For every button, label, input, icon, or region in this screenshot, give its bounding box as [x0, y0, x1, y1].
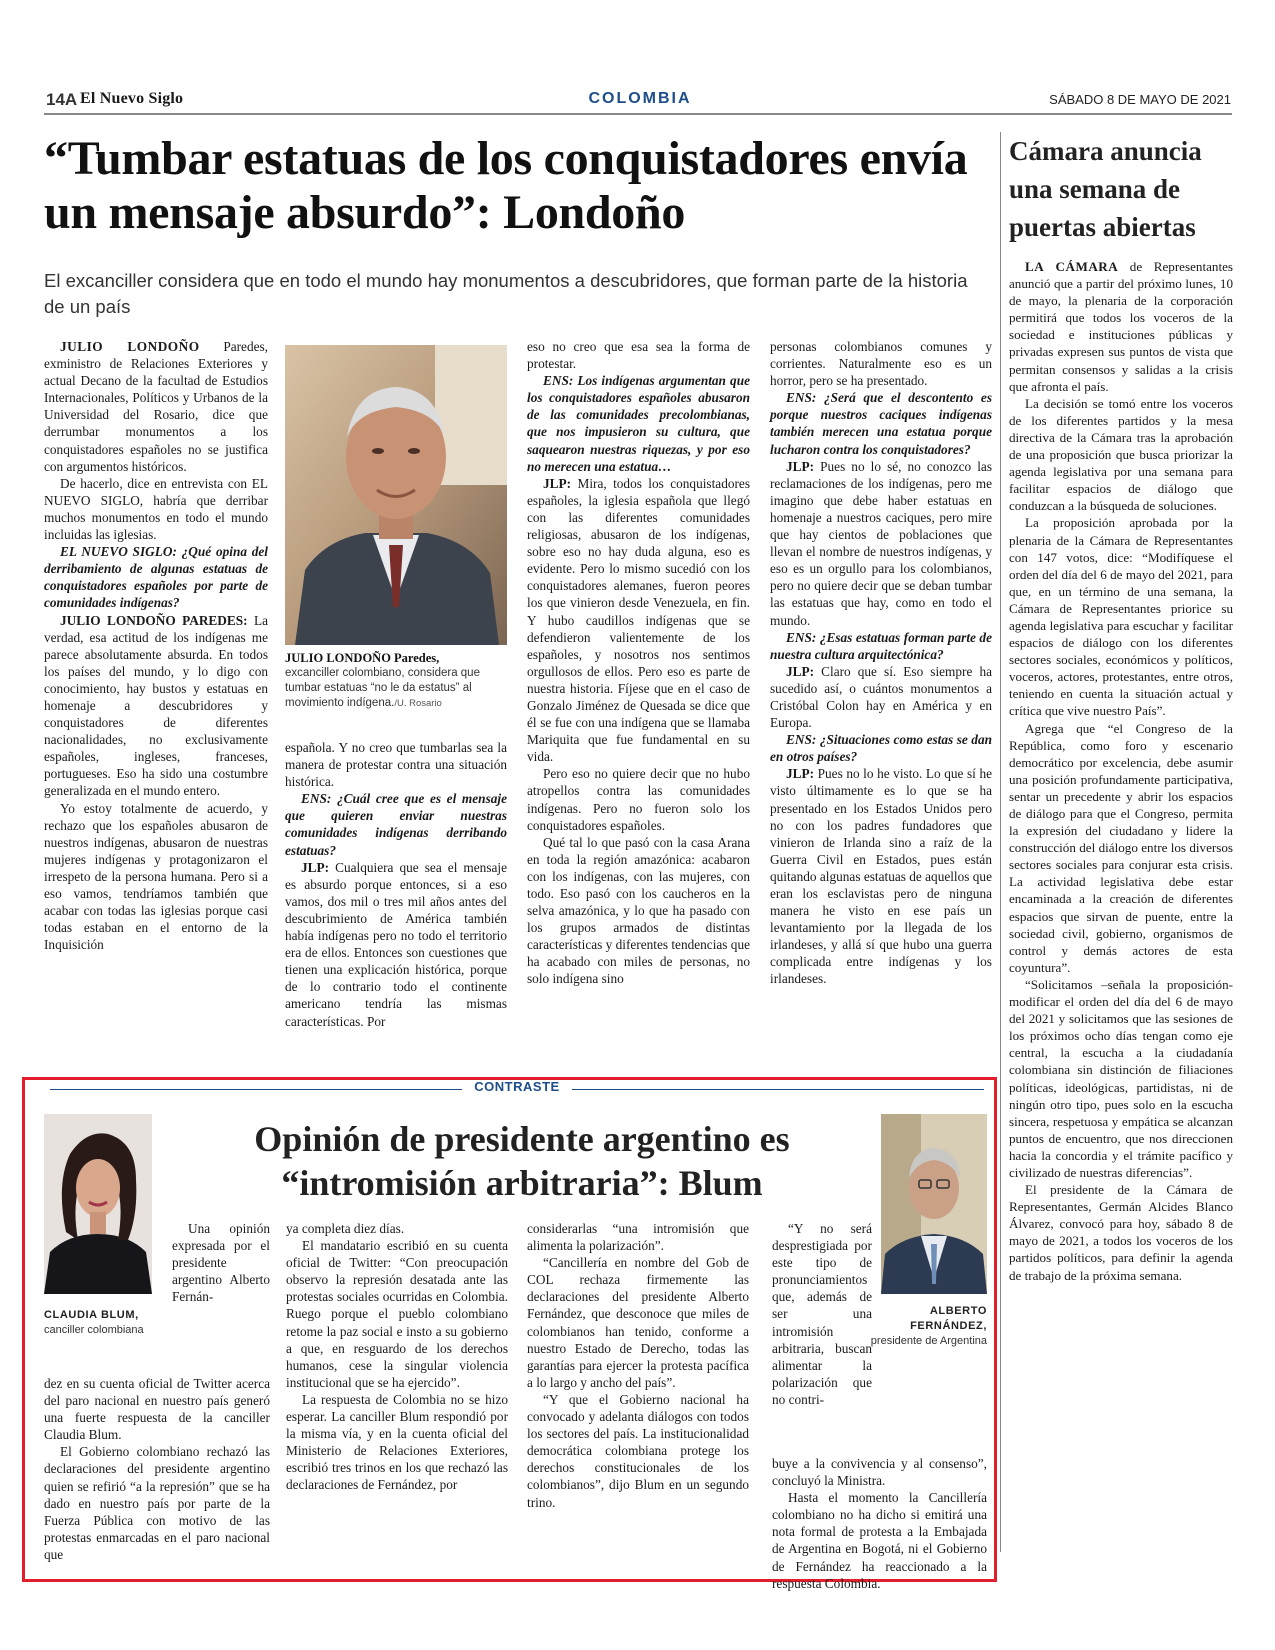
- fernandez-photo-image: [881, 1114, 987, 1294]
- body-paragraph: La proposición aprobada por la plenaria de la Cámara de Representantes con 147 votos, dice: “Modifíquese el orden del día del 6 de mayo del 2021, para que, en un término de una semana, la Cámara de Representantes priorice su agenda legislativa para escuchar y facilitar espacios de diálogo con los diferentes sectores sociales, económicos y políticos, voceros, actores, protestantes, entre otros, teniendo en cuenta la situación actual y crítica que vive nuestro País”.: [1009, 515, 1233, 719]
- answer-text: Mira, todos los conquistadores españoles, la iglesia española que llegó con las diferentes comunidades religiosas, abusaron de los indígenas, sobre eso no hay duda alguna, eso es evidente. Pero lo mismo sucedió con los conquistadores alemanes, fueron peores los que vinieron desde Venezuela, en fin. Y hubo caudillos indígenas que se defendieron valientemente de los españoles, y nosotros nos sentimos orgullosos de ellos. Pero eso es parte de nuestra historia. Fíjese que en el caso de Gonzalo Jiménez de Quesada se dice que él se fue con una indígena que se llamaba Mariquita que fue fundamental en su vida.: [527, 475, 750, 765]
- caption-name: CLAUDIA BLUM,: [44, 1309, 139, 1321]
- main-column-1: [44, 338, 268, 953]
- caption-text: canciller colombiana: [44, 1324, 144, 1336]
- body-paragraph: Agrega que “el Congreso de la República, como foro y escenario democrático por excelencia, debe asumir una posición profundamente participativa, sentar un precedente y abrir los espacios de diálogo para que el Congreso, permita la expresión del ciudadano y lidere la construcción del diálogo entre los diversos sectores sociales para conjurar esta crisis. La actividad legislativa debe estar encaminada a la creación de diferentes espacios que sirvan de puente, entre la sociedad civil, gobierno, organismos de control y demás actores de esta coyuntura”.: [1009, 720, 1233, 975]
- speaker-label: JLP:: [301, 859, 330, 875]
- contraste-rule-right: [572, 1089, 984, 1090]
- body-paragraph: El Gobierno colombiano rechazó las declaraciones del presidente argentino quien se refirió “a la represión” que se ha dado en nuestro país por parte de la Fuerza Pública con motivo de las protestas enmarcadas en el paro nacional que: [44, 1444, 270, 1562]
- caption-text: excanciller colombiano, considera que tumbar estatuas “no le da estatus” al movimiento indígena.: [285, 667, 480, 709]
- blum-caption: [44, 1308, 152, 1338]
- fernandez-photo: [881, 1114, 987, 1294]
- blum-photo-image: [44, 1114, 152, 1294]
- body-paragraph: De hacerlo, dice en entrevista con EL NUEVO SIGLO, habría que derribar muchos monumentos en todo el mundo incluidas las iglesias.: [44, 475, 268, 543]
- page-number: 14A: [46, 90, 78, 109]
- photo-caption: [285, 651, 507, 711]
- answer-text: La verdad, esa actitud de los indígenas me parece absolutamente absurda. En todos los países del mundo, y lo digo con conocimiento, hay bustos y estatuas en homenaje a descubridores y conquistadores de diferentes nacionalidades, no exclusivamente españoles, ingleses, franceses, portugueses. Eso ha sido una costumbre generalizada en el mundo entero.: [44, 612, 268, 799]
- lead-name: JULIO LONDOÑO: [60, 339, 200, 354]
- body-paragraph: Yo estoy totalmente de acuerdo, y rechazo que los españoles abusaron de nuestros indígenas, abusaron de nuestras mujeres indígenas y protagonizaron el irrespeto de la persona humana. Pero si a eso vamos, tendríamos también que acabar con todas las iglesias porque casi todas estaban en el entorno de la Inquisición: [44, 800, 268, 953]
- interview-question: ENS: ¿Esas estatuas forman parte de nuestra cultura arquitectónica?: [770, 629, 992, 662]
- londono-photo-image: [285, 345, 507, 645]
- body-paragraph: considerarlas “una intromisión que alimenta la polarización”.: [527, 1221, 749, 1254]
- interview-question: ENS: ¿Situaciones como estas se dan en otros países?: [770, 732, 992, 765]
- body-paragraph: ya completa diez días.: [286, 1221, 405, 1236]
- contraste-column-4-top: [772, 1220, 872, 1408]
- contraste-rule-left: [50, 1089, 462, 1090]
- header-rule: [44, 113, 1232, 115]
- interview-answer: [285, 859, 507, 1030]
- contraste-headline: Opinión de presidente argentino es “intromisión arbitraria”: Blum: [254, 1119, 790, 1203]
- answer-text: Pues no lo he visto. Lo que sí he visto últimamente es lo que se ha presentado en los Estados Unidos pero no con los padres fundadores que vinieron de Irlanda sino a raíz de la Guerra Civil en Estados, pues están quitando algunas estatuas de aquellos que eran los esclavistas pero de ninguna manera he visto en ese país un levantamiento por la llegada de los irlandeses, y allá sí que hubo una guerra complicada entre indígenas y los irlandeses.: [770, 766, 992, 987]
- contraste-column-3: [527, 1220, 749, 1511]
- fernandez-caption: [862, 1304, 987, 1349]
- speaker-label: JLP:: [543, 475, 572, 491]
- interview-question: EL NUEVO SIGLO: ¿Qué opina del derribamiento de algunas estatuas de conquistadores españoles por parte de comunidades indígenas?: [44, 544, 268, 611]
- body-paragraph: buye a la convivencia y al consenso”, concluyó la Ministra.: [772, 1456, 987, 1489]
- interview-question: ENS: ¿Cuál cree que es el mensaje que quieren enviar nuestras comunidades indígenas derribando estatuas?: [285, 791, 507, 858]
- interview-answer: [770, 765, 992, 987]
- caption-name: ALBERTO FERNÁNDEZ,: [910, 1305, 987, 1332]
- interview-answer: [527, 475, 750, 766]
- main-column-2: [285, 739, 507, 1030]
- photo-credit: /U. Rosario: [394, 698, 442, 709]
- sidebar-body: [1009, 258, 1233, 1284]
- blum-photo: [44, 1114, 152, 1294]
- body-paragraph: eso no creo que esa sea la forma de protestar.: [527, 339, 750, 372]
- section-name: COLOMBIA: [588, 90, 692, 107]
- interview-answer: [770, 663, 992, 731]
- answer-text: Cualquiera que sea el mensaje es absurdo porque entonces, si a eso vamos, dos mil o tres mil años antes del descubrimiento de América también había indígenas pero no todo el territorio era de ellos. Entonces son cuestiones que tienen una explicación histórica, porque de lo contrario todo el continente americano tendría las mismas características. Por: [285, 859, 507, 1029]
- contraste-column-1-bottom: [44, 1375, 270, 1563]
- londono-photo: [285, 345, 507, 645]
- body-paragraph: [1009, 258, 1233, 395]
- body-paragraph: española. Y no creo que tumbarlas sea la manera de protestar contra una situación histórica.: [285, 740, 507, 790]
- lead-name: LA CÁMARA: [1025, 259, 1119, 274]
- body-paragraph: El presidente de la Cámara de Representantes, Germán Alcides Blanco Álvarez, convocó para hoy, sábado 8 de mayo de 2021, a todos los voceros de los partidos políticos, para definir la agenda de trabajo de la próxima semana.: [1009, 1182, 1233, 1283]
- answer-text: Claro que sí. Eso siempre ha sucedido así, o cuántos monumentos a Cristóbal Colon hay en América y en Europa.: [770, 663, 992, 731]
- caption-name: JULIO LONDOÑO Paredes,: [285, 651, 440, 665]
- interview-question: ENS: ¿Será que el descontento es porque nuestros caciques indígenas también merecen una estatua porque lucharon contra los conquistadores?: [770, 390, 992, 457]
- body-paragraph: Una opinión expresada por el presidente argentino Alberto Fernán-: [172, 1221, 270, 1305]
- main-headline: “Tumbar estatuas de los conquistadores envía un mensaje absurdo”: Londoño: [44, 132, 968, 239]
- body-paragraph: “Cancillería en nombre del Gob de COL rechaza firmemente las declaraciones del presidente Alberto Fernández, que desconoce que miles de colombianos han tenido, conforme a nuestro Estado de Derecho, todas las garantías para ejercer la protesta pacífica a lo largo y ancho del país”.: [527, 1255, 749, 1390]
- main-column-4: [770, 338, 992, 988]
- contraste-label: CONTRASTE: [474, 1079, 560, 1094]
- body-paragraph: “Y no será desprestigiada por este tipo de pronunciamientos que, además de ser una intromisión arbitraria, buscan alimentar la polarización que no contri-: [772, 1221, 872, 1407]
- speaker-label: JLP:: [786, 663, 815, 679]
- body-paragraph: La respuesta de Colombia no se hizo esperar. La canciller Blum respondió por la misma vía, y en la cuenta oficial del Ministerio de Relaciones Exteriores, escribió tres trinos en los que rechazó las declaraciones de Fernández, por: [286, 1391, 508, 1493]
- interview-answer: [44, 612, 268, 800]
- interview-question: ENS: Los indígenas argumentan que los conquistadores españoles abusaron de las comunidades precolombianas, que nos impusieron su cultura, que saquearon nuestras riquezas, y por eso no merecen una estatua…: [527, 373, 750, 474]
- body-paragraph: dez en su cuenta oficial de Twitter acerca del paro nacional en nuestro país generó una fuerte respuesta de la canciller Claudia Blum.: [44, 1376, 270, 1443]
- contraste-column-4-bottom: [772, 1455, 987, 1592]
- sidebar-headline: Cámara anuncia una semana de puertas abiertas: [1009, 136, 1202, 242]
- body-paragraph: El mandatario escribió en su cuenta oficial de Twitter: “Con preocupación observo la represión desatada ante las protestas sociales ocurridas en Colombia. Ruego porque el pueblo colombiano retome la paz social e insto a su gobierno a que, en resguardo de los derechos humanos, cese la singular violencia institucional que se ha ejercido”.: [286, 1238, 508, 1390]
- paragraph-text: de Representantes anunció que a partir del próximo lunes, 10 de mayo, la plenaria de la corporación permitirá que todos los voceros de la sociedad e instituciones públicas y privadas expresen sus puntos de vista que permitan consensos y salidas a la crisis que afronta el país.: [1009, 259, 1233, 394]
- interview-answer: [770, 458, 992, 629]
- main-subheadline: El excanciller considera que en todo el mundo hay monumentos a descubridores, que forman parte de la historia de un país: [44, 270, 968, 317]
- issue-date: SÁBADO 8 DE MAYO DE 2021: [1049, 92, 1231, 107]
- newspaper-name: El Nuevo Siglo: [80, 90, 184, 107]
- speaker-label: JLP:: [786, 458, 815, 474]
- speaker-label: JULIO LONDOÑO PAREDES:: [60, 612, 248, 628]
- speaker-label: JLP:: [786, 766, 815, 782]
- main-column-3: [527, 338, 750, 988]
- body-paragraph: Pero eso no quiere decir que no hubo atropellos contra las comunidades indígenas. Pero no fueron solo los conquistadores españoles.: [527, 766, 750, 833]
- body-paragraph: Hasta el momento la Cancillería colombiano no ha dicho si emitirá una nota formal de protesta a la Embajada de Argentina en Bogotá, ni el Gobierno de Fernández ha reaccionado a la respuesta Colombia.: [772, 1490, 987, 1591]
- contraste-column-1-top: [172, 1220, 270, 1305]
- contraste-column-2: [286, 1220, 508, 1494]
- sidebar-divider: [1000, 132, 1001, 1552]
- body-paragraph: La decisión se tomó entre los voceros de los diferentes partidos y la mesa directiva de la Cámara tras la aprobación de una proposición que busca priorizar la agenda legislativa por una semana para facilitar espacios de diálogo que conduzcan a la búsqueda de soluciones.: [1009, 395, 1233, 514]
- body-paragraph: “Y que el Gobierno nacional ha convocado y adelanta diálogos con todos los sectores del país. La institucionalidad democrática colombiana protege los derechos constitucionales de los colombianos”, dijo Blum en un segundo trino.: [527, 1391, 749, 1510]
- body-paragraph: Qué tal lo que pasó con la casa Arana en toda la región amazónica: acabaron con los indígenas, con las mujeres, con todo. Eso pasó con los caucheros en la selva amazónica, y lo que ha pasado con los grupos armados de distintas características y diferentes tendencias que ha acabado con miles de personas, no solo indígena sino: [527, 834, 750, 987]
- body-paragraph: “Solicitamos –señala la proposición- modificar el orden del día del 6 de mayo del 2021 y solicitamos que las sesiones de los próximos ocho días tengan como eje central, la escucha a la ciudadanía colombiana sin distinción de filiaciones políticas, ideológicas, partidistas, ni de ningún otro tipo, pues solo en la escucha sincera, respetuosa y empática se alcanzan puntos de encuentro, que nos direccionen hacia la concordia y el trámite pacífico y civilizado de nuestras diferencias”.: [1009, 976, 1233, 1180]
- body-paragraph: [44, 338, 268, 475]
- paragraph-text: Paredes, exministro de Relaciones Exteriores y actual Decano de la facultad de Estudios Internacionales, Políticos y Urbanos de la Universidad del Rosario, dice que derrumbar monumentos a los conquistadores españoles no se justifica con argumentos históricos.: [44, 339, 269, 474]
- answer-text: Pues no lo sé, no conozco las reclamaciones de los indígenas, pero me imagino que debe haber estatuas en homenaje a nuestros caciques, pero mire que hay cientos de poblaciones que llevan el nombre de nuestros indígenas, y eso es un orgullo para los colombianos, pero no quiere decir que se deban tumbar las estatuas que hay, como en todo el mundo.: [770, 458, 992, 628]
- caption-text: presidente de Argentina: [870, 1335, 987, 1347]
- body-paragraph: personas colombianos comunes y corrientes. Naturalmente eso es un horror, pero se ha presentado.: [770, 339, 992, 389]
